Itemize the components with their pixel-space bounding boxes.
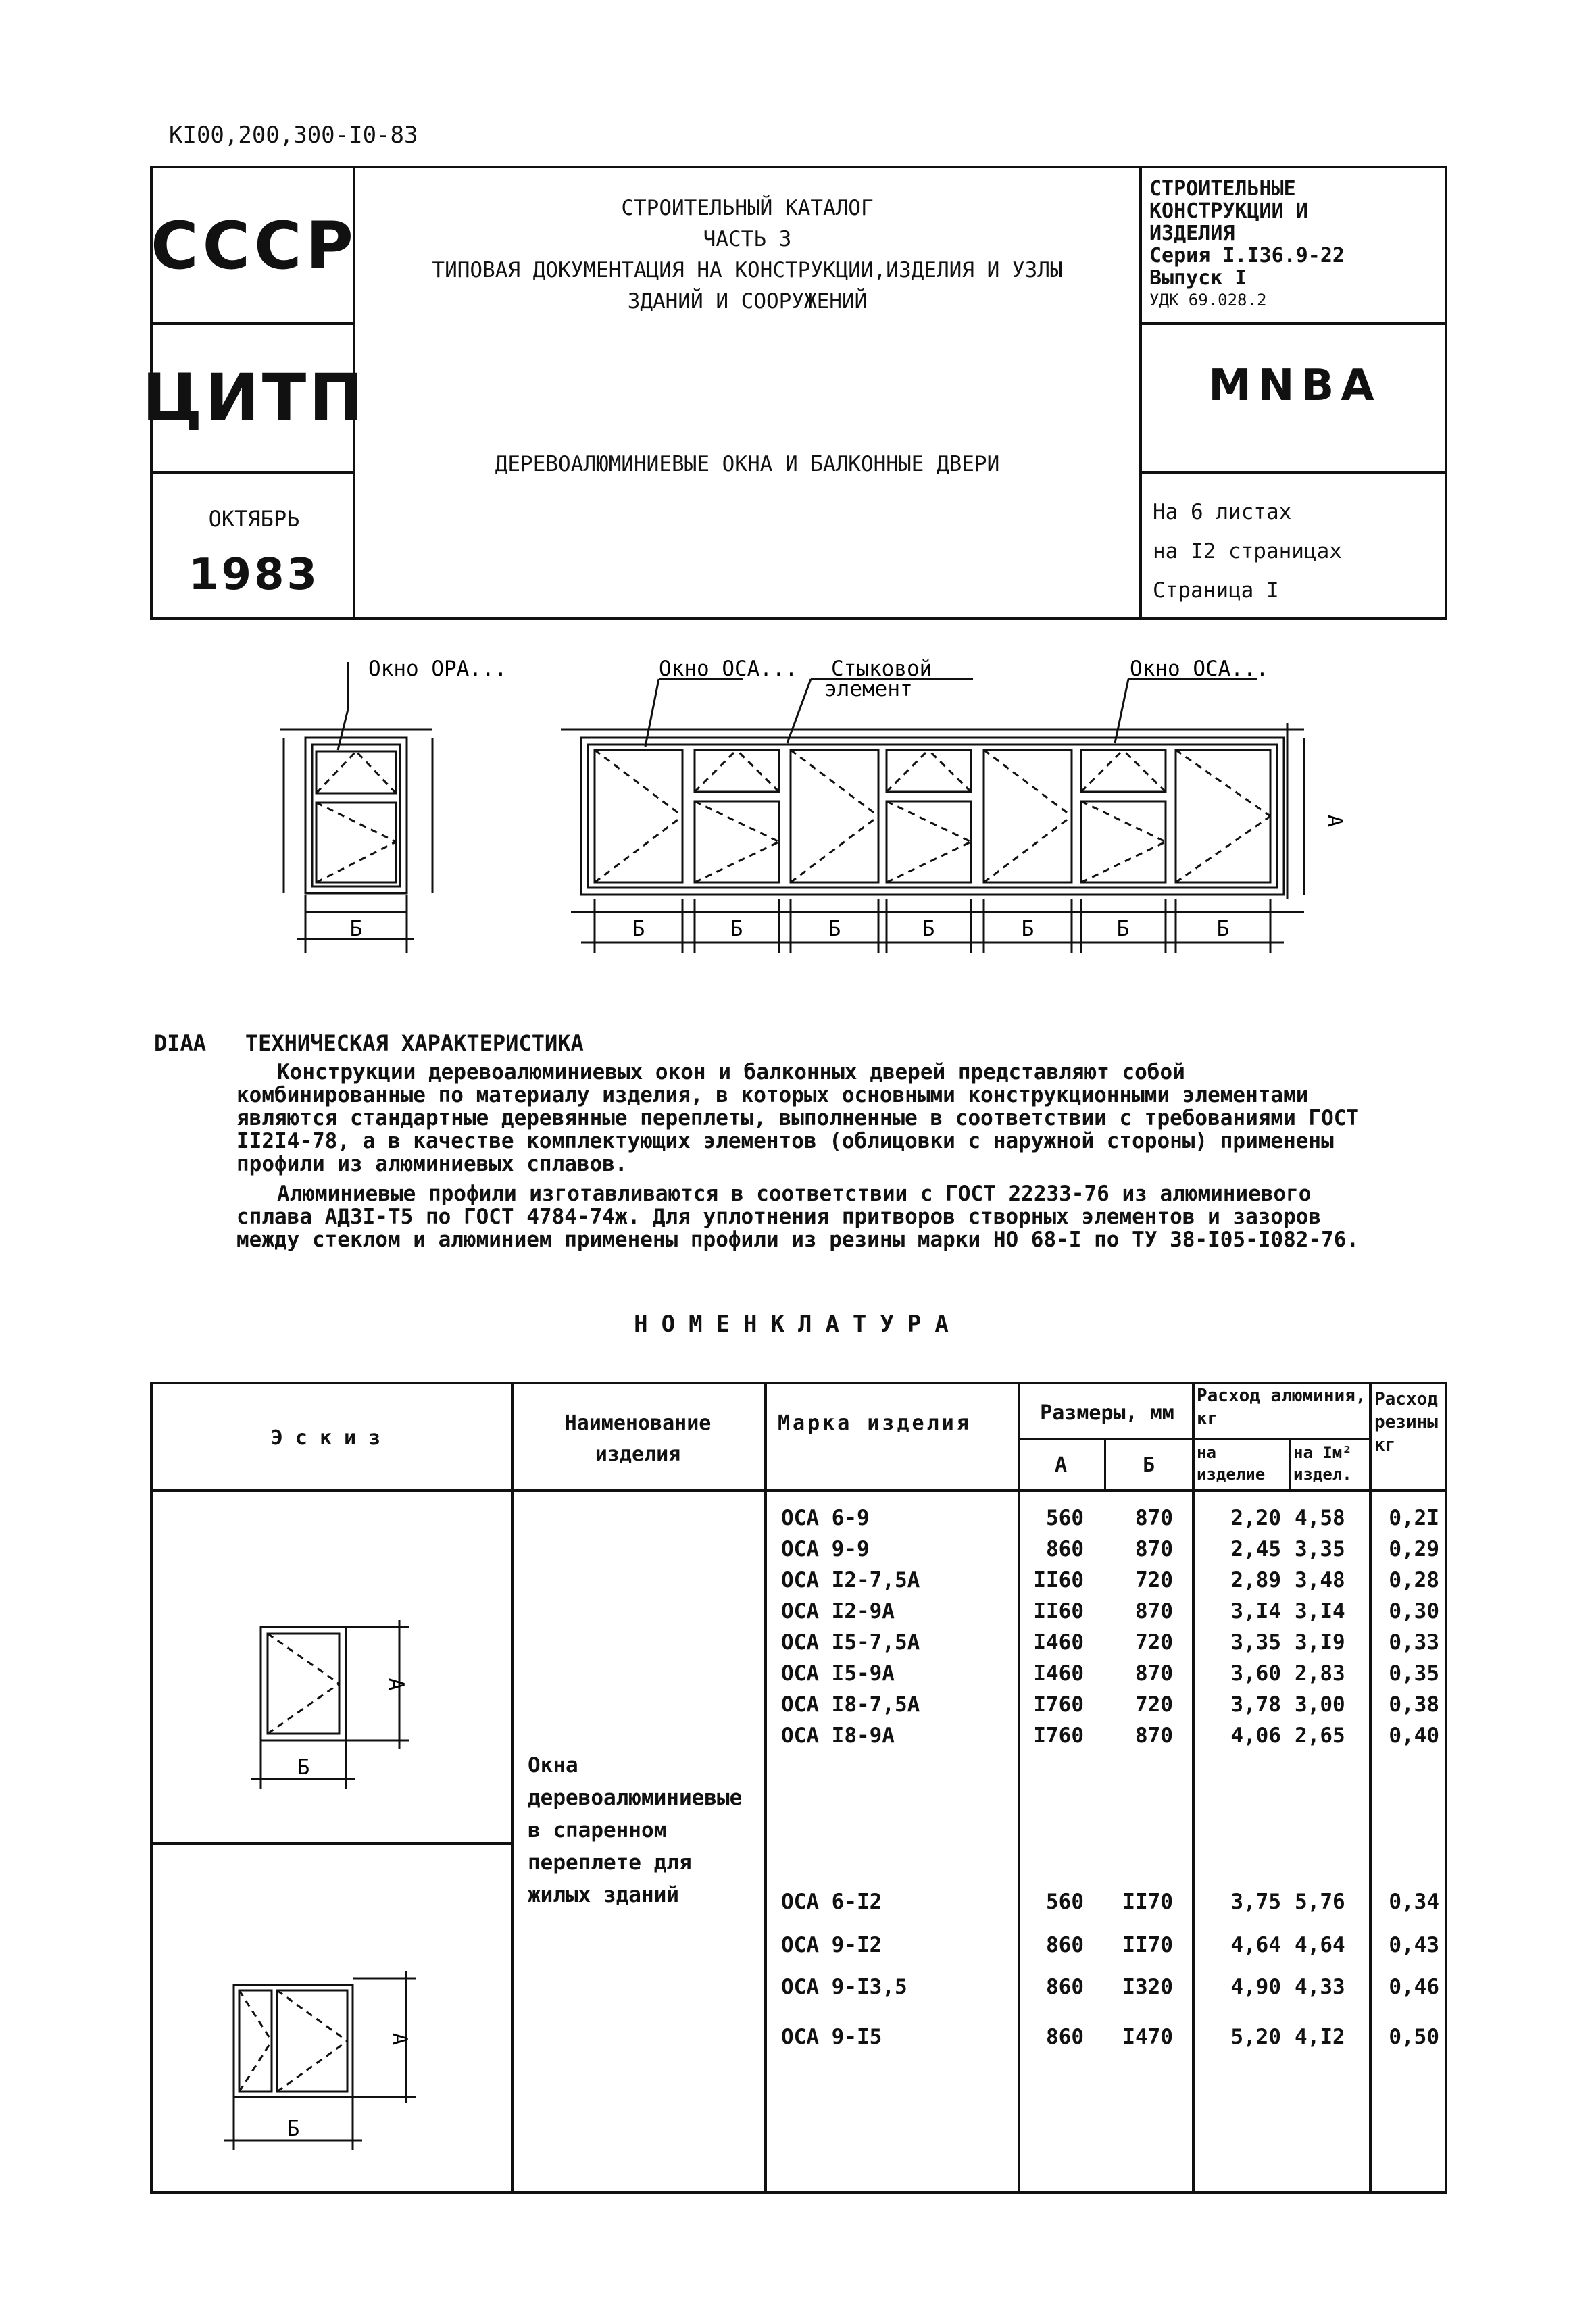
catalog-title: СТРОИТЕЛЬНЫЙ КАТАЛОГ ЧАСТЬ 3 ТИПОВАЯ ДОКУМЕНТАЦИЯ НА КОНСТРУКЦИИ,ИЗДЕЛИЯ И УЗЛЫ ЗДАНИЙ И СООРУЖЕНИЙ — [432, 196, 1063, 313]
table-row: ОСА 9-I3,5 860 I320 4,90 4,33 0,46 — [781, 1975, 1439, 1999]
sketch-dim-a: А — [387, 2032, 412, 2046]
dim-b: Б — [632, 917, 645, 941]
table-row: ОСА 6-9 560 870 2,20 4,58 0,2I — [781, 1506, 1439, 1530]
header-mark: Марка изделия — [778, 1411, 972, 1435]
dim-b: Б — [1116, 917, 1130, 941]
header-name: Наименование изделия — [564, 1411, 712, 1466]
sketch-dim-b: Б — [297, 1755, 310, 1780]
paragraph-2: Алюминиевые профили изготавливаются в соответствии с ГОСТ 22233-76 из алюминиевого сплава АДЗI-Т5 по ГОСТ 4784-74ж. Для уплотнения притворов створных элементов и зазоров между стеклом и алюминием применены профили из резины марки НО 68-I по ТУ 38-I05-I082-76. — [236, 1182, 1360, 1252]
table-row: ОСА I8-7,5А I760 720 3,78 3,00 0,38 — [781, 1692, 1439, 1717]
table-row: ОСА I5-9А I460 870 3,60 2,83 0,35 — [781, 1661, 1439, 1686]
product-name: Окна деревоалюминиевые в спаренном переплете для жилых зданий — [528, 1753, 743, 1907]
window-drawing — [0, 628, 1596, 1020]
header-al-item: на изделие — [1197, 1443, 1266, 1484]
label-joint-2: элемент — [824, 677, 913, 701]
label-osa-right: Окно ОСА... — [1130, 657, 1269, 681]
label-osa-left: Окно ОСА... — [659, 657, 798, 681]
table-row: ОСА I2-7,5А II60 720 2,89 3,48 0,28 — [781, 1568, 1439, 1592]
citp-label: ЦИТП — [142, 360, 366, 436]
section-heading: DIAA ТЕХНИЧЕСКАЯ ХАРАКТЕРИСТИКА — [154, 1030, 584, 1056]
paragraph-1: Конструкции деревоалюминиевых окон и балконных дверей представляют собой комбинированные по материалу изделия, в которых основными конструкционными элементами являются стандартные деревянные переплеты, выполненные в соответствии с требованиями ГОСТ II2I4-78, а в качестве комплектующих элементов (облицовки с наружной стороны) применены профили из алюминиевых сплавов. — [236, 1060, 1360, 1176]
mnba-code: MNBA — [1208, 361, 1381, 411]
table-row: ОСА I8-9А I760 870 4,06 2,65 0,40 — [781, 1724, 1439, 1748]
header-size-a: А — [1054, 1453, 1068, 1477]
dim-b: Б — [922, 917, 935, 941]
nomenclature-table — [150, 1382, 1447, 2194]
table-row: ОСА 9-I2 860 II70 4,64 4,64 0,43 — [781, 1933, 1439, 1957]
table-row: ОСА 9-I5 860 I470 5,20 4,I2 0,50 — [781, 2025, 1439, 2049]
dim-b: Б — [1021, 917, 1034, 941]
dim-b: Б — [828, 917, 841, 941]
nomenclature-title: НОМЕНКЛАТУРА — [634, 1311, 962, 1338]
sheets-info: На 6 листах на I2 страницах Страница I — [1153, 500, 1342, 603]
header-sizes: Размеры, мм — [1040, 1401, 1174, 1425]
header-block — [142, 166, 1447, 620]
dim-a: А — [1322, 814, 1347, 828]
label-joint: Стыковой — [831, 657, 932, 681]
ussr-label: СССР — [151, 208, 357, 284]
dim-b: Б — [1216, 917, 1230, 941]
header-al: Расход алюминия, кг — [1197, 1386, 1366, 1429]
table-row: ОСА I5-7,5А I460 720 3,35 3,I9 0,33 — [781, 1630, 1439, 1655]
month-label: ОКТЯБРЬ — [208, 506, 300, 532]
dim-b: Б — [730, 917, 743, 941]
table-row: ОСА 6-I2 560 II70 3,75 5,76 0,34 — [781, 1890, 1439, 1914]
series-info: СТРОИТЕЛЬНЫЕ КОНСТРУКЦИИ И ИЗДЕЛИЯ Серия I.I36.9-22 Выпуск I УДК 69.028.2 — [1149, 177, 1345, 309]
header-al-m2: на Iм² издел. — [1293, 1443, 1352, 1484]
dim-b: Б — [349, 917, 363, 941]
label-opa: Окно ОРА... — [368, 657, 507, 681]
table-row: ОСА 9-9 860 870 2,45 3,35 0,29 — [781, 1537, 1439, 1561]
sketch-dim-a: А — [384, 1678, 408, 1691]
header-size-b: Б — [1142, 1453, 1155, 1477]
sketch-dim-b: Б — [286, 2117, 300, 2141]
header-sketch: Эскиз — [270, 1426, 393, 1450]
document-code: КI00,200,300-I0-83 — [169, 122, 418, 149]
year-label: 1983 — [188, 550, 320, 600]
product-title: ДЕРЕВОАЛЮМИНИЕВЫЕ ОКНА И БАЛКОННЫЕ ДВЕРИ — [495, 452, 1000, 476]
table-row: ОСА I2-9А II60 870 3,I4 3,I4 0,30 — [781, 1599, 1439, 1624]
header-rubber: Расход резины кг — [1374, 1389, 1438, 1455]
